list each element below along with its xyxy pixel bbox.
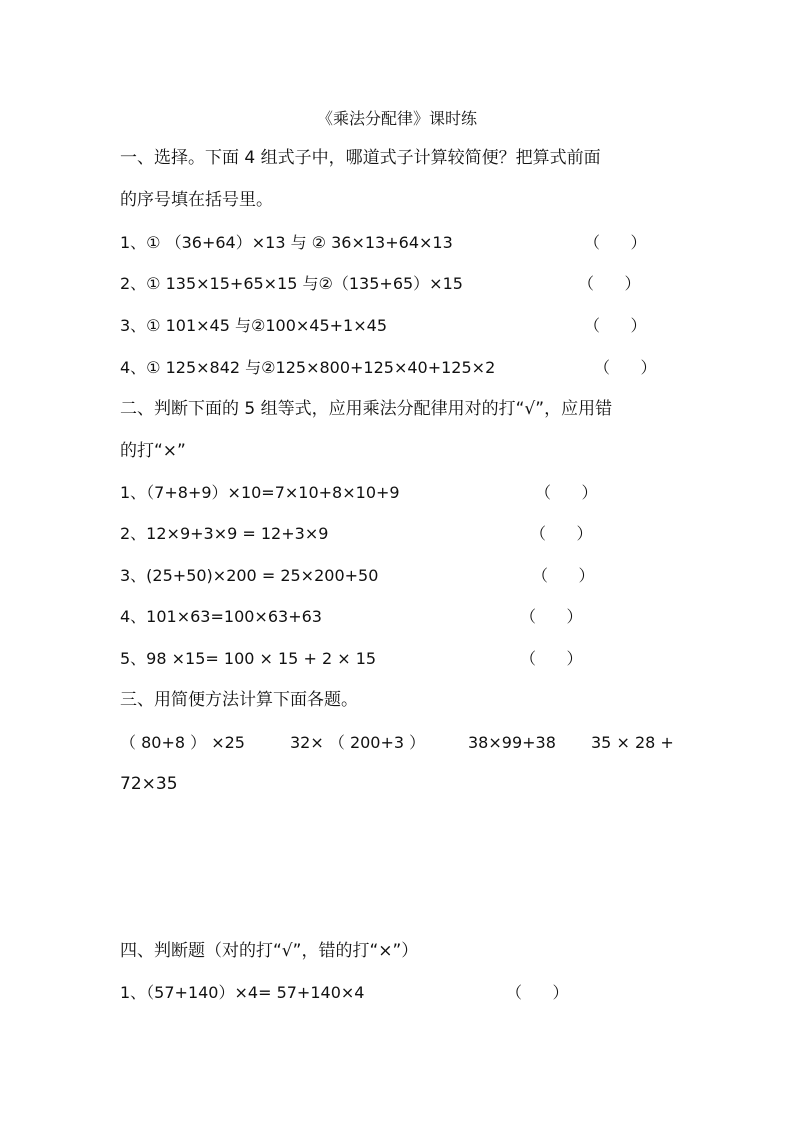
section3-problem-2: 32× （ 200+3 ） xyxy=(290,733,426,752)
section1-item-4-blank[interactable]: （ ） xyxy=(594,358,657,377)
section3-problem-3: 38×99+38 xyxy=(468,733,556,752)
page-title: 《乘法分配律》课时练 xyxy=(316,109,477,128)
section1-item-1: 1、① （36+64）×13 与 ② 36×13+64×13 xyxy=(120,233,453,252)
section1-item-1-blank[interactable]: （ ） xyxy=(584,233,647,252)
section2-heading-line2: 的打“×” xyxy=(120,441,186,461)
section2-item-4-blank[interactable]: （ ） xyxy=(520,607,583,626)
section1-item-2-blank[interactable]: （ ） xyxy=(578,274,641,293)
section2-item-2-blank[interactable]: （ ） xyxy=(530,524,593,543)
section2-item-3-blank[interactable]: （ ） xyxy=(532,566,595,585)
section2-item-1-blank[interactable]: （ ） xyxy=(535,483,598,502)
section2-item-1: 1、（7+8+9）×10=7×10+8×10+9 xyxy=(120,483,400,502)
section1-heading-line1: 一、选择。下面 4 组式子中，哪道式子计算较简便？把算式前面 xyxy=(120,148,601,168)
section1-item-2: 2、① 135×15+65×15 与②（135+65）×15 xyxy=(120,274,463,293)
section3-heading: 三、用简便方法计算下面各题。 xyxy=(120,690,358,710)
section1-item-3: 3、① 101×45 与②100×45+1×45 xyxy=(120,316,388,335)
section1-item-4: 4、① 125×842 与②125×800+125×40+125×2 xyxy=(120,358,496,377)
section3-problem-4: 35 × 28 + xyxy=(591,733,674,752)
section1-heading-line2: 的序号填在括号里。 xyxy=(120,190,273,210)
section4-item-1-blank[interactable]: （ ） xyxy=(506,983,569,1002)
section3-problem-4-continuation: 72×35 xyxy=(120,774,178,794)
section2-item-5-blank[interactable]: （ ） xyxy=(520,649,583,668)
section4-heading: 四、判断题（对的打“√”，错的打“×”） xyxy=(120,941,419,961)
section2-item-4: 4、101×63=100×63+63 xyxy=(120,607,322,626)
section2-item-5: 5、98 ×15= 100 × 15 + 2 × 15 xyxy=(120,649,377,668)
section1-item-3-blank[interactable]: （ ） xyxy=(584,316,647,335)
section4-item-1: 1、（57+140）×4= 57+140×4 xyxy=(120,983,365,1002)
section3-problem-1: （ 80+8 ） ×25 xyxy=(120,733,245,752)
section2-heading-line1: 二、判断下面的 5 组等式，应用乘法分配律用对的打“√”，应用错 xyxy=(120,399,613,419)
section2-item-3: 3、(25+50)×200 = 25×200+50 xyxy=(120,566,379,585)
section2-item-2: 2、12×9+3×9 = 12+3×9 xyxy=(120,524,329,543)
